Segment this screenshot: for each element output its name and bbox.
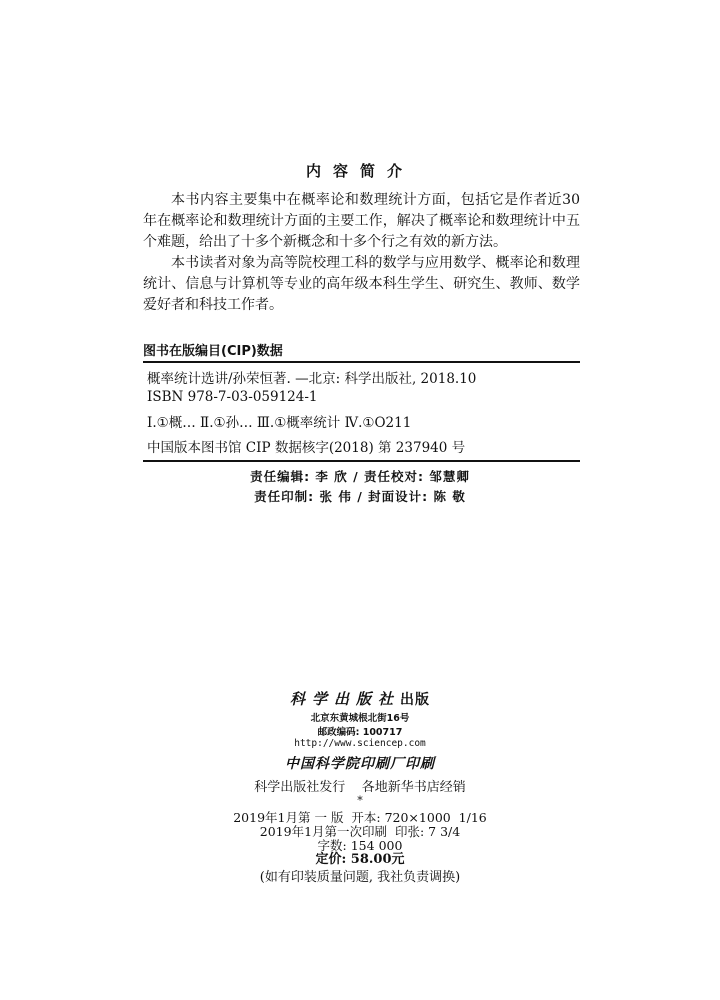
distribution-line: 科学出版社发行 各地新华书店经销: [254, 780, 466, 795]
content-summary: [143, 190, 580, 316]
cip-heading: 图书在版编目(CIP)数据: [143, 344, 283, 359]
summary-paragraph-1: 本书内容主要集中在概率论和数理统计方面，包括它是作者近30年在概率论和数理统计方面的主要工作，解决了概率论和数理统计中五个难题，给出了十多个新概念和十多个行之有效的新方法。: [143, 192, 580, 250]
cip-top-rule: [143, 361, 580, 363]
publisher-logo-text: 科学出版社: [289, 690, 400, 708]
cip-line-classification: Ⅰ.①概… Ⅱ.①孙… Ⅲ.①概率统计 Ⅳ.①O211: [147, 415, 412, 431]
cip-line-isbn: ISBN 978-7-03-059124-1: [147, 389, 318, 405]
credits-editors: 责任编辑: 李 欣 / 责任校对: 邹慧卿: [250, 469, 470, 484]
publisher-suffix: 出版: [400, 692, 430, 708]
content-summary-title: 内容简介: [305, 162, 414, 180]
quality-note: (如有印装质量问题, 我社负责调换): [259, 870, 461, 885]
publisher-postcode: 邮政编码: 100717: [317, 727, 403, 738]
publisher-address: 北京东黄城根北街16号: [310, 713, 410, 724]
word-count: 字数: 154 000: [317, 838, 403, 853]
cip-bottom-rule: [143, 460, 580, 462]
cip-line-number: 中国版本图书馆 CIP 数据核字(2018) 第 237940 号: [147, 440, 466, 456]
printing-line: 2019年1月第一次印刷 印张: 7 3/4: [259, 824, 461, 839]
price: 定价: 58.00元: [315, 852, 405, 867]
publisher-name: [0, 688, 720, 709]
summary-paragraph-2: 本书读者对象为高等院校理工科的数学与应用数学、概率论和数理统计、信息与计算机等专业的高年级本科生学生、研究生、教师、数学爱好者和科技工作者。: [143, 255, 580, 313]
credits-production: 责任印制: 张 伟 / 封面设计: 陈 敬: [254, 489, 466, 504]
publisher-url: http://www.sciencep.com: [294, 738, 426, 749]
printer-name: 中国科学院印刷厂印刷: [285, 756, 435, 772]
cip-line-title: 概率统计选讲/孙荣恒著. —北京: 科学出版社, 2018.10: [147, 371, 477, 387]
separator-star: *: [357, 794, 363, 807]
edition-line: 2019年1月第 一 版 开本: 720×1000 1/16: [233, 810, 487, 825]
